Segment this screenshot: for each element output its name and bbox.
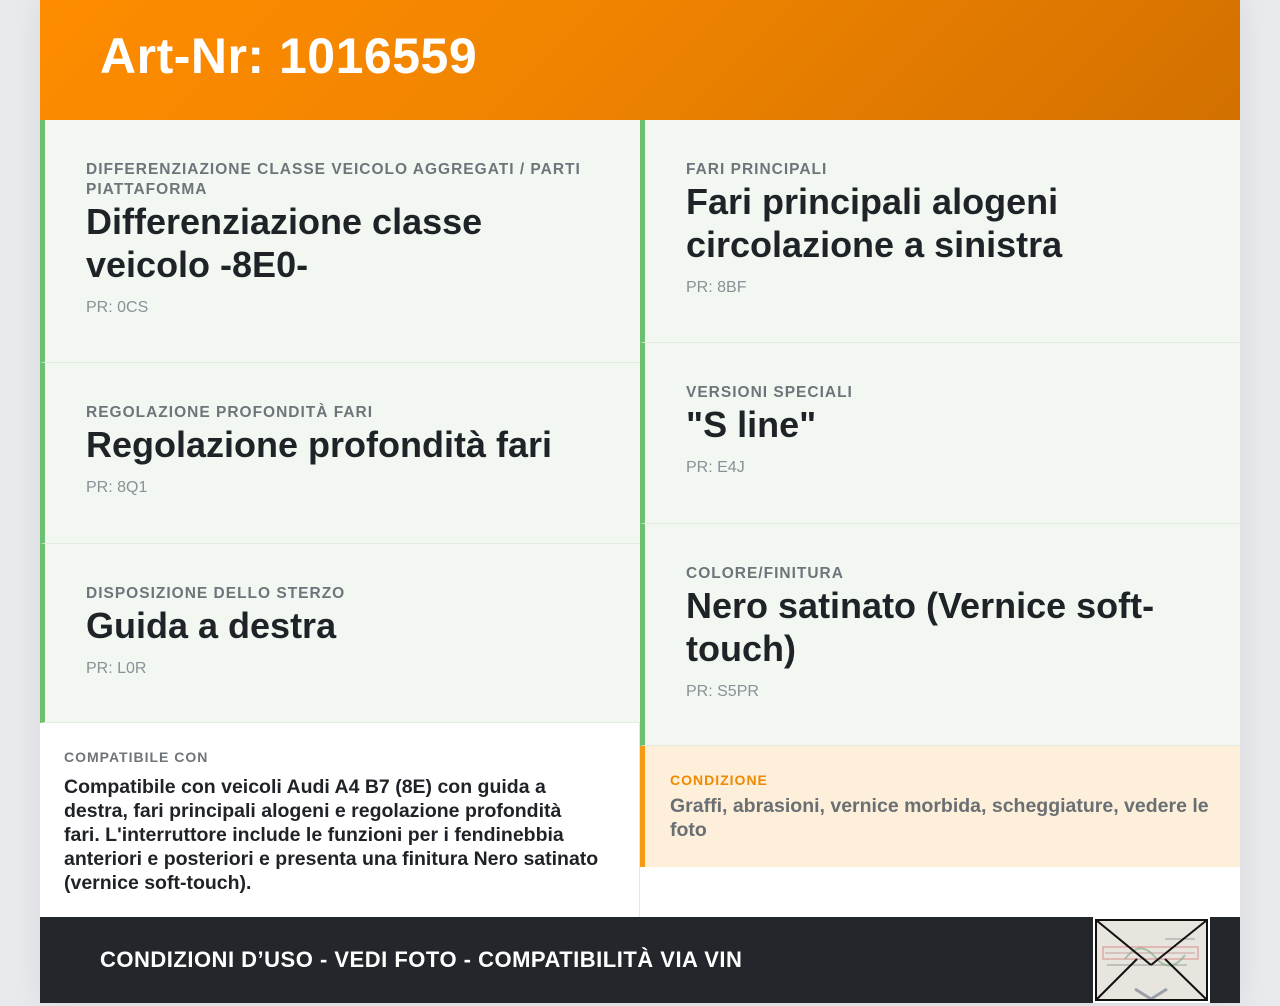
compatibility-label: COMPATIBILE CON [64, 749, 209, 765]
footer-bar [40, 917, 1240, 1003]
spec-label: VERSIONI SPECIALI [686, 384, 853, 401]
envelope-document-icon[interactable] [1093, 917, 1210, 1003]
spec-label: FARI PRINCIPALI [686, 161, 828, 178]
compatibility-section [40, 723, 640, 917]
spec-value: "S line" [686, 404, 817, 445]
spec-cell-steering [40, 544, 640, 723]
article-number-title: Art-Nr: 1016559 [100, 28, 478, 84]
spec-value: Guida a destra [86, 605, 337, 646]
compatibility-text: Compatibile con veicoli Audi A4 B7 (8E) con guida a destra, fari principali alogeni e regolazione profondità fari. L'interruttore include le funzioni per i fendinebbia anteriori e posteriori e presenta una finitura Nero satinato (vernice soft-touch). [64, 776, 599, 894]
spec-pr-code: PR: 0CS [86, 299, 149, 316]
spec-pr-code: PR: S5PR [686, 683, 759, 700]
spec-cell-color-finish [640, 524, 1240, 746]
spec-cell-headlights [640, 120, 1240, 343]
spec-value: Fari principali alogeni circolazione a sinistra [686, 181, 1063, 265]
spec-value: Differenziazione classe veicolo -8E0- [86, 201, 483, 285]
spec-label: DIFFERENZIAZIONE CLASSE VEICOLO AGGREGATI / PARTI PIATTAFORMA [86, 161, 581, 198]
condition-text: Graffi, abrasioni, vernice morbida, scheggiature, vedere le foto [670, 795, 1209, 841]
envelope-thumbnail-graphic [1095, 919, 1208, 1001]
spec-cell-special-versions [640, 343, 1240, 524]
spec-value: Regolazione profondità fari [86, 424, 553, 465]
spec-pr-code: PR: 8Q1 [86, 479, 148, 496]
footer-text: CONDIZIONI D’USO - VEDI FOTO - COMPATIBILITÀ VIA VIN [100, 947, 743, 972]
header-banner [40, 0, 1240, 120]
condition-section [640, 746, 1240, 867]
spec-label: REGOLAZIONE PROFONDITÀ FARI [86, 404, 374, 421]
spec-pr-code: PR: E4J [686, 459, 745, 476]
spec-label: DISPOSIZIONE DELLO STERZO [86, 585, 346, 602]
condition-label: CONDIZIONE [670, 772, 768, 788]
spec-value: Nero satinato (Vernice soft-touch) [686, 585, 1155, 669]
spec-label: COLORE/FINITURA [686, 565, 844, 582]
spec-cell-headlight-range [40, 363, 640, 544]
spec-cell-vehicle-class [40, 120, 640, 363]
spec-pr-code: PR: L0R [86, 660, 147, 677]
spec-pr-code: PR: 8BF [686, 279, 747, 296]
product-card [40, 0, 1240, 1003]
